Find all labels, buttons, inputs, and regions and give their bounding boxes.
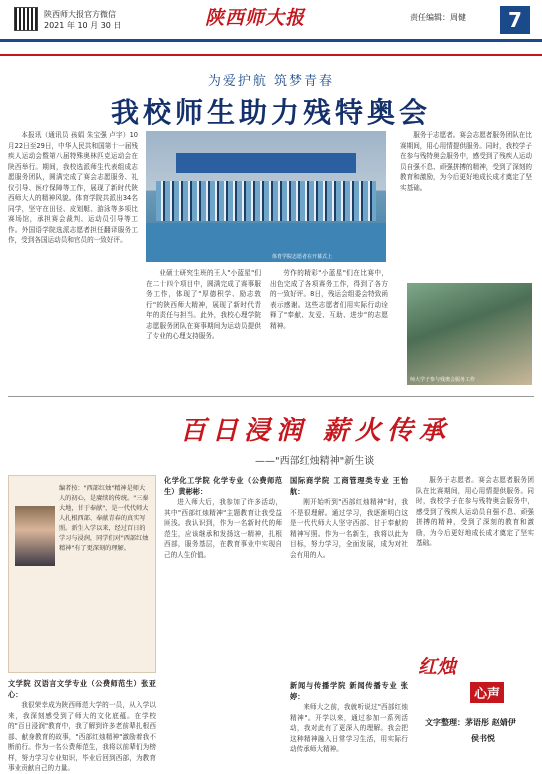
column-2-text: 业硕士研究生班的王人"小蓝星"们在二十四个项目中，圆满完成了赛事服务工作，体现了"厚德积学、励志敦行"的陕西师大精神，展现了新时代青年的责任与担当。此外，我校心理学院志愿服务团队在赛事期间为运动员提供了专业的心理支持服务。 xyxy=(146,269,261,340)
editors-note-text: 编者按："西部红烛"精神是师大人的初心，是赓续的传统。"三秦大地，甘于奉献"，是一代代师大人扎根西部、奉献青春的真实写照。新生入学以来，经过百日的学习与浸润，同学们对"西部红烛精神"有了更深刻的理解。 xyxy=(59,485,149,552)
student-2-section xyxy=(164,475,282,765)
special-section-title: 百日浸润 薪火传承 xyxy=(180,416,452,446)
opening-ceremony-photo xyxy=(146,131,386,262)
editors-line-2: 侯书悦 xyxy=(471,734,495,743)
newspaper-logo: 陕西师大报 xyxy=(205,7,306,29)
article-column-4 xyxy=(400,130,532,280)
issue-date: 2021 年 10 月 30 日 xyxy=(44,21,122,30)
xinsheng-badge: 心声 xyxy=(470,682,504,703)
student-1-text: 我很荣幸成为陕西师范大学的一员，从入学以来，我深刻感受到了师大的文化底蕴。在学校的"百日浸润"教育中，我了解到许多老前辈扎根西部、献身教育的故事，"西部红烛精神"激励着我不断前行。作为一名公费师范生，我将以前辈们为榜样，努力学习专业知识，毕业后回到西部，为教育事业贡献自己的力量。 xyxy=(8,701,156,772)
editor-in-charge: 责任编辑：周健 xyxy=(410,13,466,22)
candle-portrait-image xyxy=(15,506,55,566)
editors-line-1: 文字整理：茅语彤 赵婧伊 xyxy=(425,718,516,727)
student-1-heading: 文学院 汉语言文学专业（公费师范生）张亚心： xyxy=(8,679,156,699)
column-1-text: 本报讯（通讯员 孩娟 朱宝强 卢宇）10月22日至29日，中华人民共和国第十一届残疾人运动会暨第八届特殊奥林匹克运动会在陕西举行。期间，我校选派师生代表组成志愿服务团队，圆满完成了赛会志愿服务、礼仪引导、医疗保障等工作，展现了新时代陕西师大人的精神风貌。体育学院共派出34名同学，坚守在田径、皮划艇、游泳等多项比赛场馆，承担赛会裁判、运动员引导等工作。外国语学院选派志愿者担任翻译服务工作，受到各国运动员和官员的一致好评。 xyxy=(8,131,138,244)
header-rule xyxy=(0,39,542,42)
student-2-text: 进入师大后，我参加了许多活动，其中"西部红烛精神"主题教育让我受益匪浅。我认识到，作为一名新时代的师范生，应该继承和发扬这一精神，扎根西部，服务基层，在教育事业中实现自己的人生价值。 xyxy=(164,498,282,559)
photo-banner xyxy=(176,153,356,173)
editors-note-box xyxy=(8,475,156,673)
article-column-3 xyxy=(270,268,388,392)
wechat-source: 陕西师大报官方微信 xyxy=(44,10,116,19)
article-column-2 xyxy=(146,268,261,392)
student-3-heading: 国际商学院 工商管理类专业 王怡航： xyxy=(290,476,408,496)
article-headline: 我校师生助力残特奥会 xyxy=(110,96,431,129)
student-continued-section xyxy=(416,475,534,645)
student-4-heading: 新闻与传播学院 新闻传播专业 张婷： xyxy=(290,681,408,701)
student-4-text: 来师大之前，我就听说过"西部红烛精神"。开学以来，通过参加一系列活动，我对此有了更深入的理解。我会把这种精神融入日常学习生活，用实际行动传承师大精神。 xyxy=(290,703,408,753)
student-2-heading: 化学化工学院 化学专业（公费师范生）黄彬彬： xyxy=(164,476,282,496)
article-column-1 xyxy=(8,130,138,392)
page-number: 7 xyxy=(500,6,530,34)
photo-volunteers xyxy=(156,181,376,221)
volunteer-photo xyxy=(407,283,532,385)
continued-text: 服务于志愿者。赛会志愿者服务团队在比赛期间，用心用情提供服务。同时，我校学子在参与残特奥会服务中，感受到了残疾人运动员自强不息、顽强拼搏的精神，受到了深刻的教育和激励，为今后更好地成长成才奠定了坚实基础。 xyxy=(416,476,534,547)
article-kicker: 为爱护航 筑梦青春 xyxy=(207,74,335,89)
editors-credit xyxy=(425,715,516,747)
student-3-section xyxy=(290,475,408,675)
special-section-subtitle: ——"西部红烛精神"新生谈 xyxy=(255,456,375,467)
hongzhu-logo: 红烛 xyxy=(418,656,457,678)
column-4-text: 服务于志愿者。赛会志愿者服务团队在比赛期间，用心用情提供服务。同时，我校学子在参与残特奥会服务中，感受到了残疾人运动员自强不息、顽强拼搏的精神，受到了深刻的教育和激励，为今后更好地成长成才奠定了坚实基础。 xyxy=(400,131,532,192)
photo-1-caption: 体育学院志愿者在开幕式上 xyxy=(272,254,333,260)
column-3-text: 劳作的精彩"小蓝星"们在比赛中，出色完成了各项赛务工作，得到了各方的一致好评。8日，残运会组委会特致函表示感谢。这些志愿者们用实际行动诠释了"奉献、友爱、互助、进步"的志愿精神。 xyxy=(270,269,388,330)
student-4-section xyxy=(290,680,408,766)
photo-floor xyxy=(146,223,386,262)
qr-code-icon xyxy=(14,7,38,31)
student-1-section xyxy=(8,678,156,772)
page-header xyxy=(0,0,542,56)
photo-2-caption: 师大学子参与残奥会服务工作 xyxy=(410,377,476,383)
header-source xyxy=(44,9,121,31)
student-3-text: 刚开始听到"西部红烛精神"时，我不是很理解。通过学习，我逐渐明白这是一代代师大人坚守西部、甘于奉献的精神写照。作为一名新生，我将以此为目标，努力学习，全面发展，成为对社会有用的人。 xyxy=(290,498,408,559)
section-divider xyxy=(8,396,534,397)
